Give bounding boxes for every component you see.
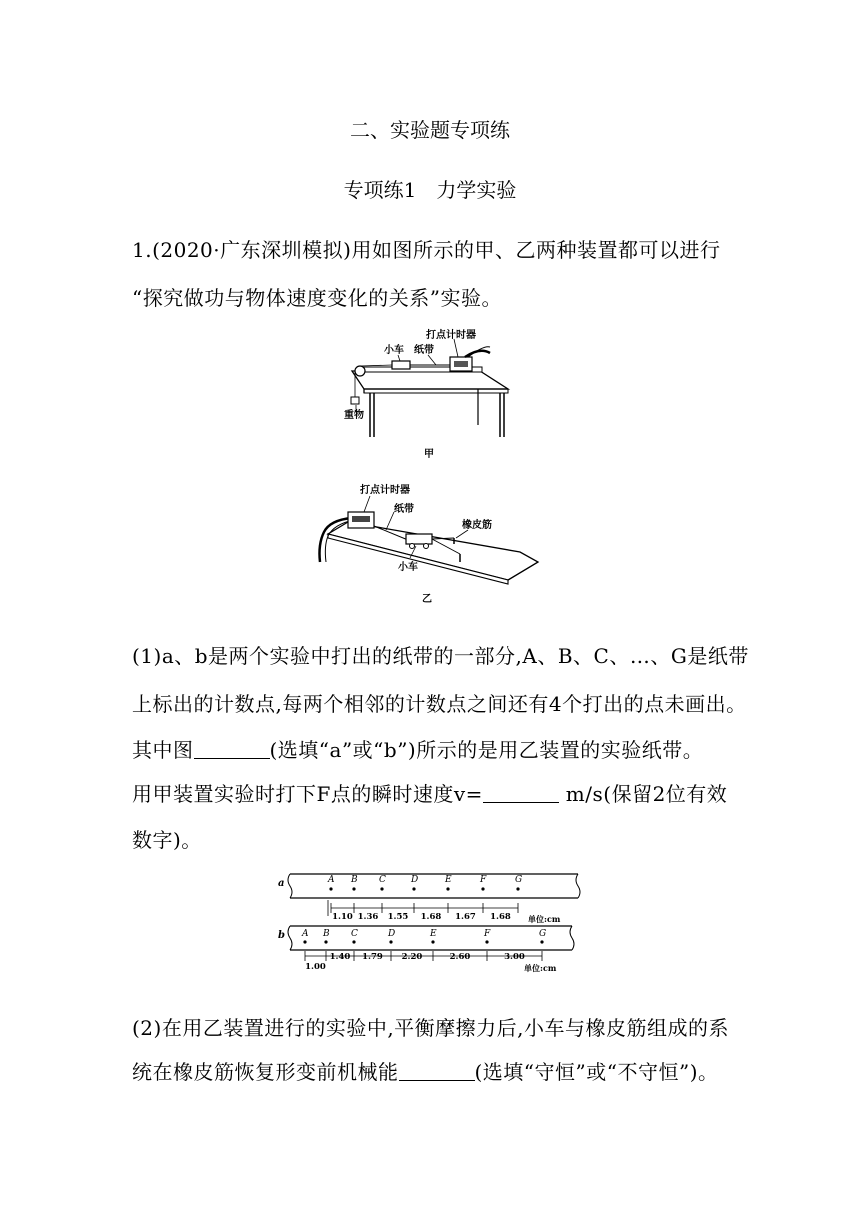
- tape-a-point-dot: [516, 887, 519, 890]
- tape-b-point-dot: [431, 940, 434, 943]
- tape-a-point-label: A: [328, 875, 335, 885]
- tape-b-point-dot: [324, 940, 327, 943]
- tape-b: [278, 926, 574, 973]
- tape-b-name: b: [278, 930, 285, 941]
- tape-b-segment-label: 3.00: [504, 952, 525, 962]
- apparatus-yi-figure: [310, 482, 555, 607]
- tape-a-point-label: B: [351, 875, 358, 885]
- yi-label-cart: 小车: [398, 562, 418, 573]
- part-2-line-2: [132, 1056, 719, 1085]
- question-1-line-1: 1.(2020·广东深圳模拟)用如图所示的甲、乙两种装置都可以进行: [132, 238, 721, 262]
- tape-b-point-dot: [485, 940, 488, 943]
- part-1-line-3: [132, 734, 703, 763]
- tape-b-point-label: D: [388, 929, 396, 939]
- part-2-line-2-start: 统在橡皮筋恢复形变前机械能: [132, 1060, 399, 1084]
- answer-blank-energy[interactable]: [399, 1062, 475, 1081]
- yi-caption: 乙: [422, 594, 432, 605]
- tape-a: [278, 874, 580, 924]
- yi-label-rubber: 橡皮筋: [462, 520, 492, 531]
- tape-b-point-dot: [389, 940, 392, 943]
- part-2-line-2-end: (选填“守恒”或“不守恒”)。: [474, 1060, 719, 1084]
- jia-label-timer: 打点计时器: [426, 330, 476, 341]
- part-1-line-3-end: (选填“a”或“b”)所示的是用乙装置的实验纸带。: [269, 738, 704, 762]
- tape-b-point-label: C: [351, 929, 358, 939]
- jia-label-weight: 重物: [344, 410, 364, 421]
- tape-a-point-label: D: [411, 875, 419, 885]
- tape-b-segment-label: 1.79: [362, 952, 383, 962]
- tape-b-point-dot: [303, 940, 306, 943]
- tape-b-segment-label: 1.40: [329, 952, 351, 962]
- answer-blank-figure[interactable]: [194, 740, 270, 759]
- tape-a-point-dot: [412, 887, 415, 890]
- tape-a-point-label: E: [445, 875, 452, 885]
- part-1-line-5: 数字)。: [132, 828, 202, 852]
- tape-a-point-dot: [446, 887, 449, 890]
- tape-a-segment-label: 1.55: [387, 912, 409, 922]
- apparatus-jia-figure: [340, 325, 525, 460]
- part-1-line-4-start: 用甲装置实验时打下F点的瞬时速度v=: [132, 782, 483, 806]
- part-1-line-4-end: m/s(保留2位有效: [558, 782, 728, 806]
- tape-a-unit: 单位:cm: [528, 914, 561, 924]
- part-1-line-1: (1)a、b是两个实验中打出的纸带的一部分,A、B、C、…、G是纸带: [132, 644, 749, 668]
- yi-label-tape: 纸带: [394, 504, 414, 515]
- tape-a-point-dot: [481, 887, 484, 890]
- tape-b-point-dot: [352, 940, 355, 943]
- tape-b-segment-label: 2.20: [401, 952, 423, 962]
- tape-b-point-label: E: [430, 929, 437, 939]
- tape-a-point-label: G: [515, 875, 523, 885]
- tape-b-segment-label: 2.60: [449, 952, 471, 962]
- tape-b-segment-label: 1.00: [305, 962, 326, 972]
- tape-a-point-dot: [352, 887, 355, 890]
- subsection-heading: 专项练1 力学实验: [343, 178, 517, 202]
- tape-a-point-dot: [329, 887, 332, 890]
- tape-b-point-label: G: [539, 929, 547, 939]
- tape-b-point-dot: [540, 940, 543, 943]
- tape-b-point-label: A: [302, 929, 309, 939]
- question-1-line-2: “探究做功与物体速度变化的关系”实验。: [132, 286, 502, 310]
- part-1-line-3-start: 其中图: [132, 738, 194, 762]
- tape-b-point-label: F: [484, 929, 491, 939]
- tape-b-point-label: B: [323, 929, 330, 939]
- section-heading: 二、实验题专项练: [350, 118, 510, 142]
- tape-b-unit: 单位:cm: [524, 963, 557, 973]
- answer-blank-velocity[interactable]: [483, 784, 559, 803]
- jia-caption: 甲: [424, 449, 434, 460]
- yi-label-timer: 打点计时器: [360, 485, 410, 496]
- tape-a-segment-label: 1.10: [332, 912, 353, 922]
- part-1-line-2: 上标出的计数点,每两个相邻的计数点之间还有4个打出的点未画出。: [132, 692, 747, 716]
- tape-a-point-label: F: [480, 875, 487, 885]
- tape-a-segment-label: 1.68: [490, 912, 511, 922]
- tape-a-segment-label: 1.36: [357, 912, 379, 922]
- tape-a-point-dot: [380, 887, 383, 890]
- tape-a-segment-label: 1.67: [455, 912, 476, 922]
- tape-a-name: a: [278, 878, 285, 889]
- jia-label-tape: 纸带: [414, 345, 434, 356]
- tape-a-point-label: C: [379, 875, 386, 885]
- jia-label-cart: 小车: [384, 345, 404, 356]
- paper-tapes-figure: [276, 868, 586, 978]
- part-1-line-4: [132, 778, 727, 807]
- part-2-line-1: (2)在用乙装置进行的实验中,平衡摩擦力后,小车与橡皮筋组成的系: [132, 1016, 730, 1040]
- tape-a-segment-label: 1.68: [420, 912, 442, 922]
